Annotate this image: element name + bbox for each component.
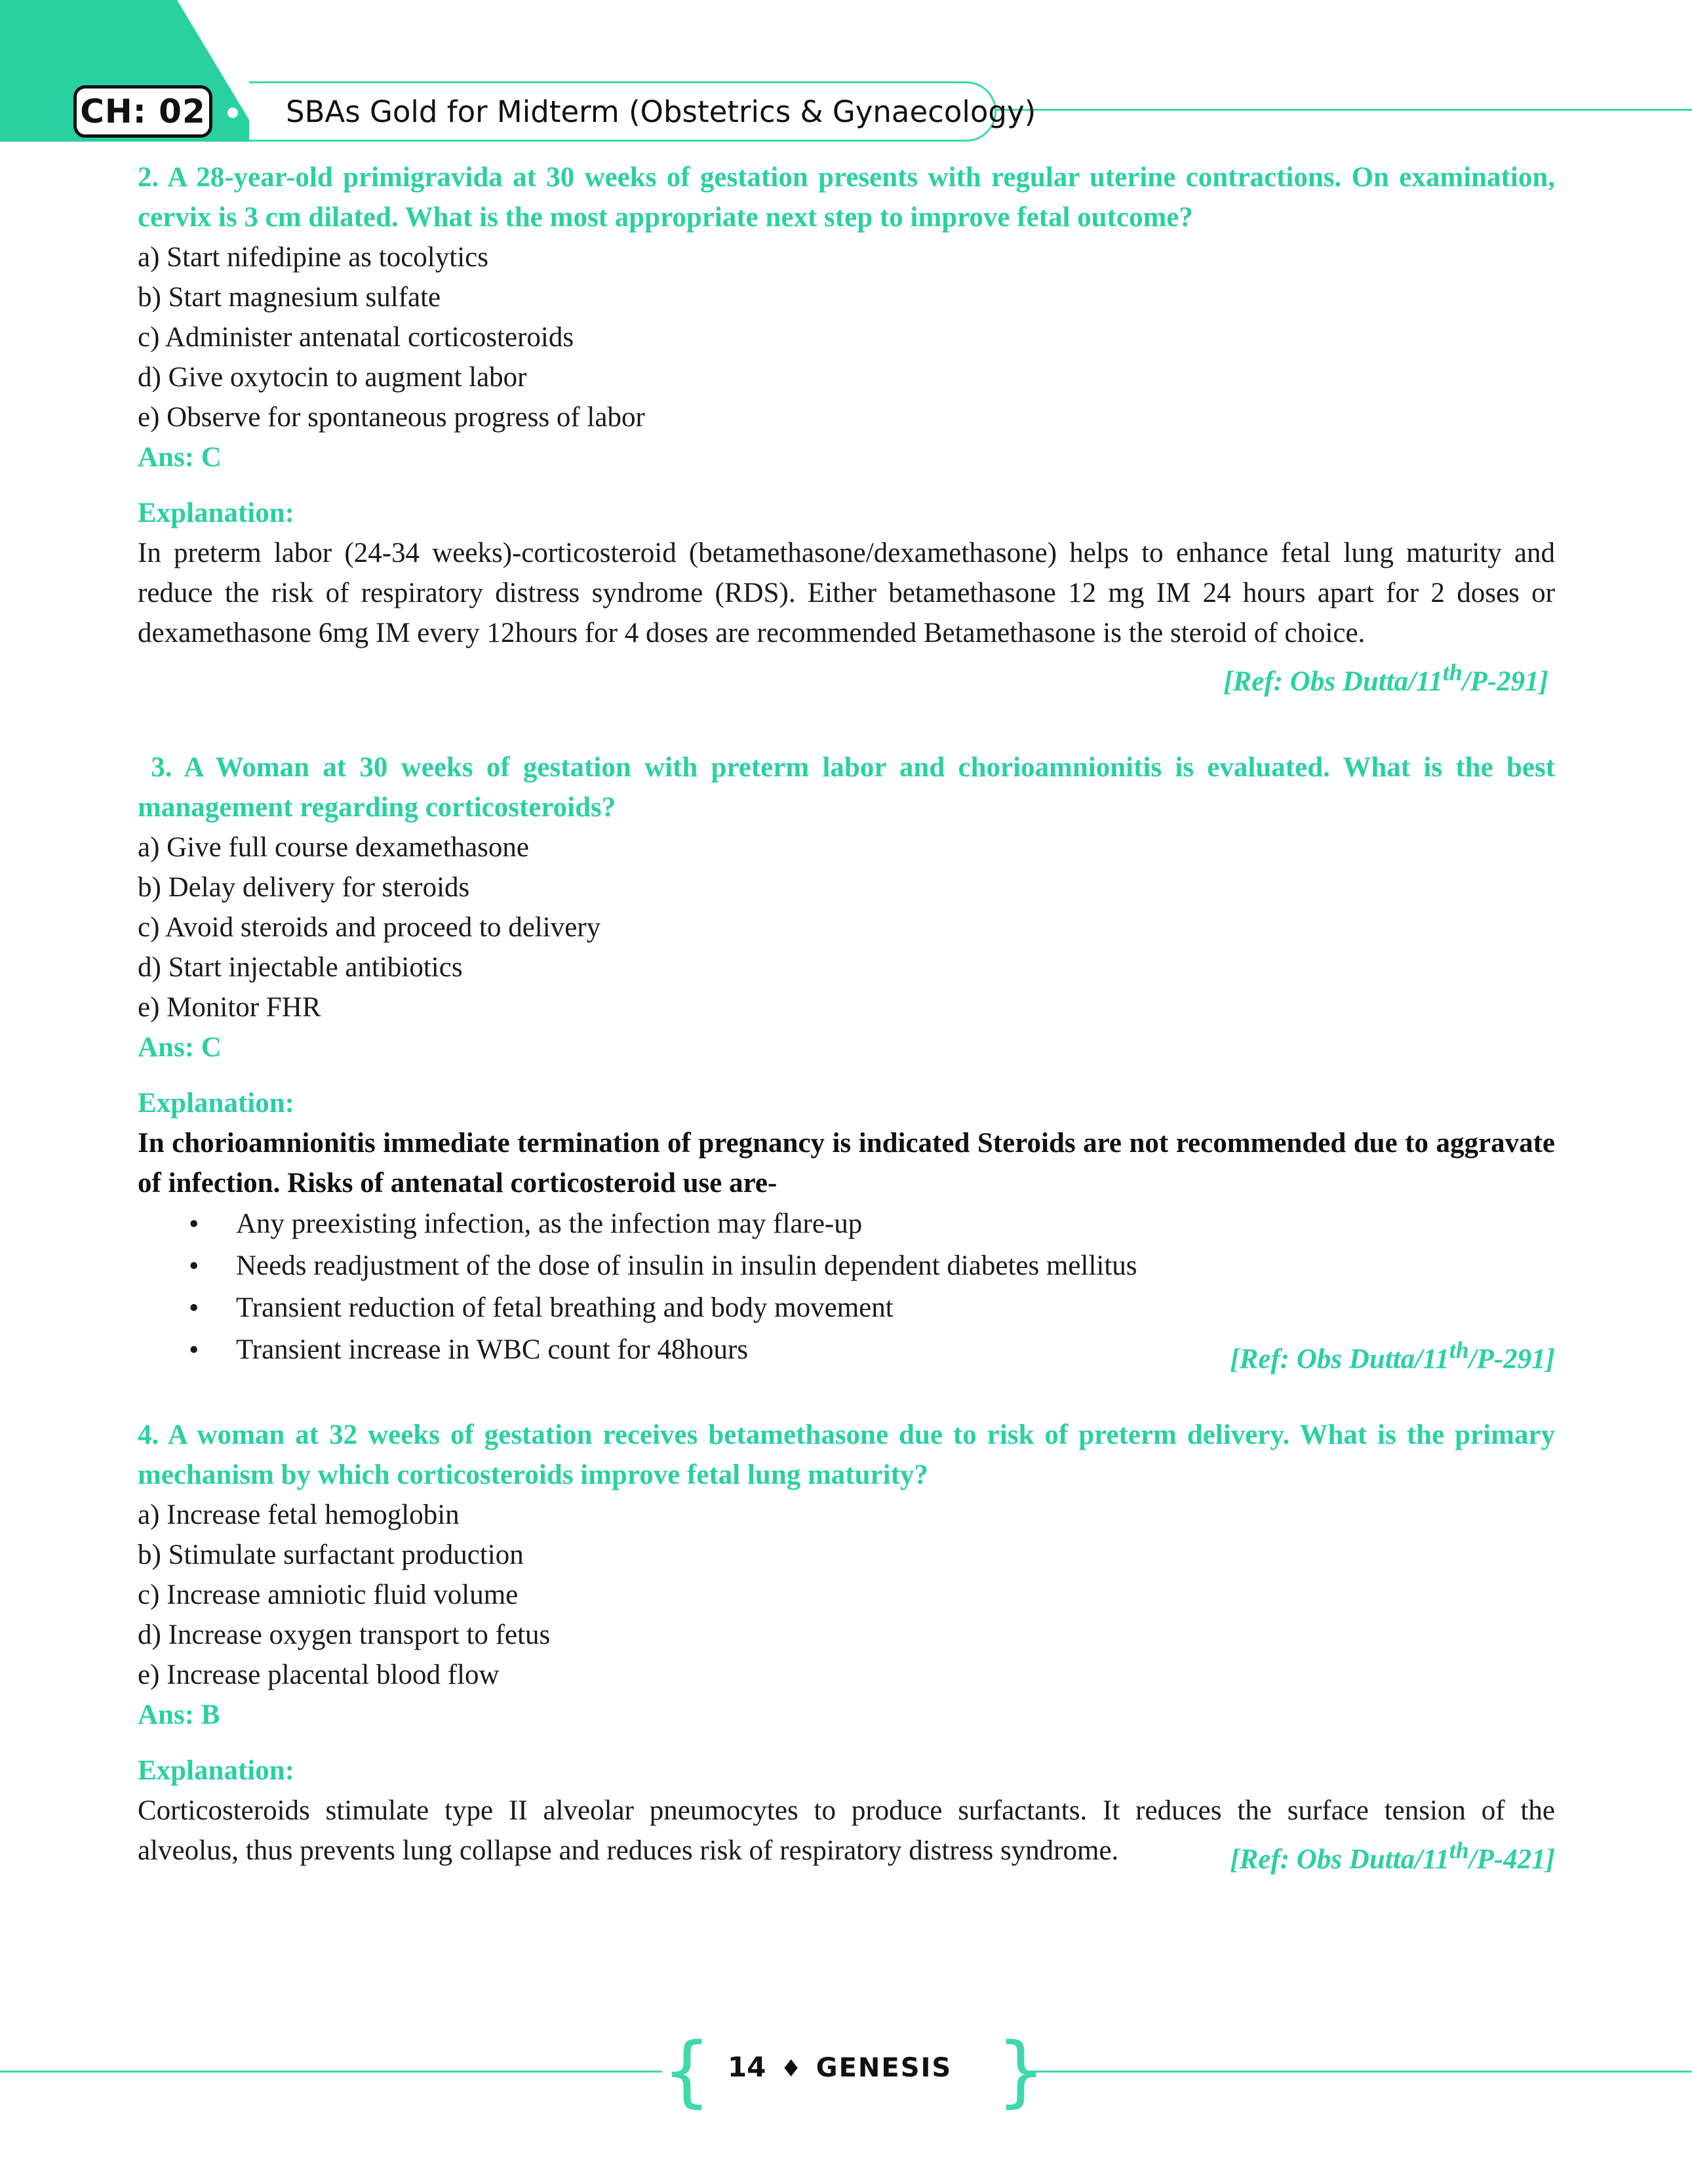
reference-suffix: /P-291] — [1468, 1343, 1555, 1375]
option-d: d) Increase oxygen transport to fetus — [138, 1619, 551, 1650]
list-item: • Any preexisting infection, as the infection may flare-up — [138, 1203, 1555, 1245]
left-brace-icon: { — [662, 2025, 712, 2116]
option-e: e) Monitor FHR — [138, 992, 321, 1023]
explanation-heading: Explanation: — [138, 1755, 294, 1786]
reference — [1230, 1329, 1555, 1380]
option-b: b) Stimulate surfactant production — [138, 1539, 524, 1570]
explanation-line-2: alveolus, thus prevents lung collapse and reduces risk of respiratory distress syndrome. — [138, 1835, 1119, 1866]
explanation-heading: Explanation: — [138, 498, 294, 528]
question-block-4 — [138, 1415, 1555, 1879]
option-a: a) Increase fetal hemoglobin — [138, 1499, 460, 1530]
explanation-heading: Explanation: — [138, 1088, 294, 1119]
circle-bullet-icon — [223, 103, 243, 123]
answer: Ans: C — [138, 1032, 222, 1063]
chapter-badge: CH: 02 — [73, 85, 212, 138]
risk-list — [138, 1203, 1555, 1380]
option-c: c) Increase amniotic fluid volume — [138, 1579, 519, 1610]
footer-rule-right — [1026, 2071, 1692, 2073]
page-content — [138, 157, 1562, 1879]
page-number: 14 — [728, 2051, 766, 2083]
reference-prefix: [Ref: Obs Dutta/11 — [1223, 666, 1443, 698]
reference — [1230, 1831, 1555, 1879]
question-block-2 — [138, 157, 1555, 702]
footer-label — [728, 2051, 996, 2083]
option-b: b) Start magnesium sulfate — [138, 282, 441, 313]
reference-prefix: [Ref: Obs Dutta/11 — [1230, 1843, 1449, 1875]
option-b: b) Delay delivery for steroids — [138, 872, 470, 903]
header-rule — [996, 109, 1692, 111]
reference-prefix: [Ref: Obs Dutta/11 — [1230, 1343, 1449, 1375]
reference-sup: th — [1442, 660, 1463, 686]
question-text: 3. A Woman at 30 weeks of gestation with preterm labor and chorioamnionitis is evaluated. What is the best management regarding corticosteroids? — [138, 752, 1562, 824]
right-brace-icon: } — [996, 2025, 1046, 2116]
option-d: d) Give oxytocin to augment labor — [138, 362, 527, 393]
footer-rule-left — [0, 2071, 662, 2073]
list-item: • Transient reduction of fetal breathing and body movement — [138, 1287, 1555, 1329]
explanation-text: In preterm labor (24-34 weeks)-corticosteroid (betamethasone/dexamethasone) helps to enhance fetal lung maturity and reduce the risk of respiratory distress syndrome (RDS). Either betamethasone 12 mg IM 24 hours apart for 2 doses or dexamethasone 6mg IM every 12hours for 4 doses are recommended Betamethasone is the steroid of choice. — [138, 538, 1555, 648]
header-title: SBAs Gold for Midterm (Obstetrics & Gynaecology) — [286, 94, 1036, 129]
option-e: e) Increase placental blood flow — [138, 1659, 500, 1690]
option-c: c) Avoid steroids and proceed to delivery — [138, 912, 601, 943]
reference-sup: th — [1449, 1837, 1469, 1863]
question-text: 2. A 28-year-old primigravida at 30 weeks of gestation presents with regular uterine contractions. On examination, cervix is 3 cm dilated. What is the most appropriate next step to improve fetal outcome? — [138, 162, 1555, 233]
reference-sup: th — [1449, 1337, 1469, 1364]
reference-suffix: /P-291] — [1462, 666, 1548, 698]
list-item: • Needs readjustment of the dose of insulin in insulin dependent diabetes mellitus — [138, 1245, 1555, 1287]
reference-suffix: /P-421] — [1468, 1843, 1555, 1875]
question-text: 4. A woman at 32 weeks of gestation receives betamethasone due to risk of preterm delivery. What is the primary mechanism by which corticosteroids improve fetal lung maturity? — [138, 1419, 1555, 1490]
answer: Ans: C — [138, 442, 222, 473]
question-block-3 — [138, 747, 1562, 1380]
option-d: d) Start injectable antibiotics — [138, 952, 463, 983]
diamond-icon: ♦ — [780, 2055, 802, 2082]
explanation-text: In chorioamnionitis immediate termination of pregnancy is indicated Steroids are not recommended due to aggravate of infection. Risks of antenatal corticosteroid use are- — [138, 1128, 1555, 1199]
list-item-last — [138, 1329, 1555, 1380]
brand-name: GENESIS — [816, 2053, 953, 2083]
explanation-line-1: Corticosteroids stimulate type II alveolar pneumocytes to produce surfactants. It reduces the surface tension of the — [138, 1795, 1555, 1826]
option-a: a) Give full course dexamethasone — [138, 832, 529, 864]
answer: Ans: B — [138, 1699, 220, 1730]
list-item-text: • Transient increase in WBC count for 48hours — [236, 1334, 749, 1366]
reference — [138, 653, 1555, 702]
explanation-line-2-row — [138, 1831, 1555, 1879]
option-a: a) Start nifedipine as tocolytics — [138, 242, 488, 273]
option-e: e) Observe for spontaneous progress of labor — [138, 402, 645, 433]
option-c: c) Administer antenatal corticosteroids — [138, 322, 574, 353]
